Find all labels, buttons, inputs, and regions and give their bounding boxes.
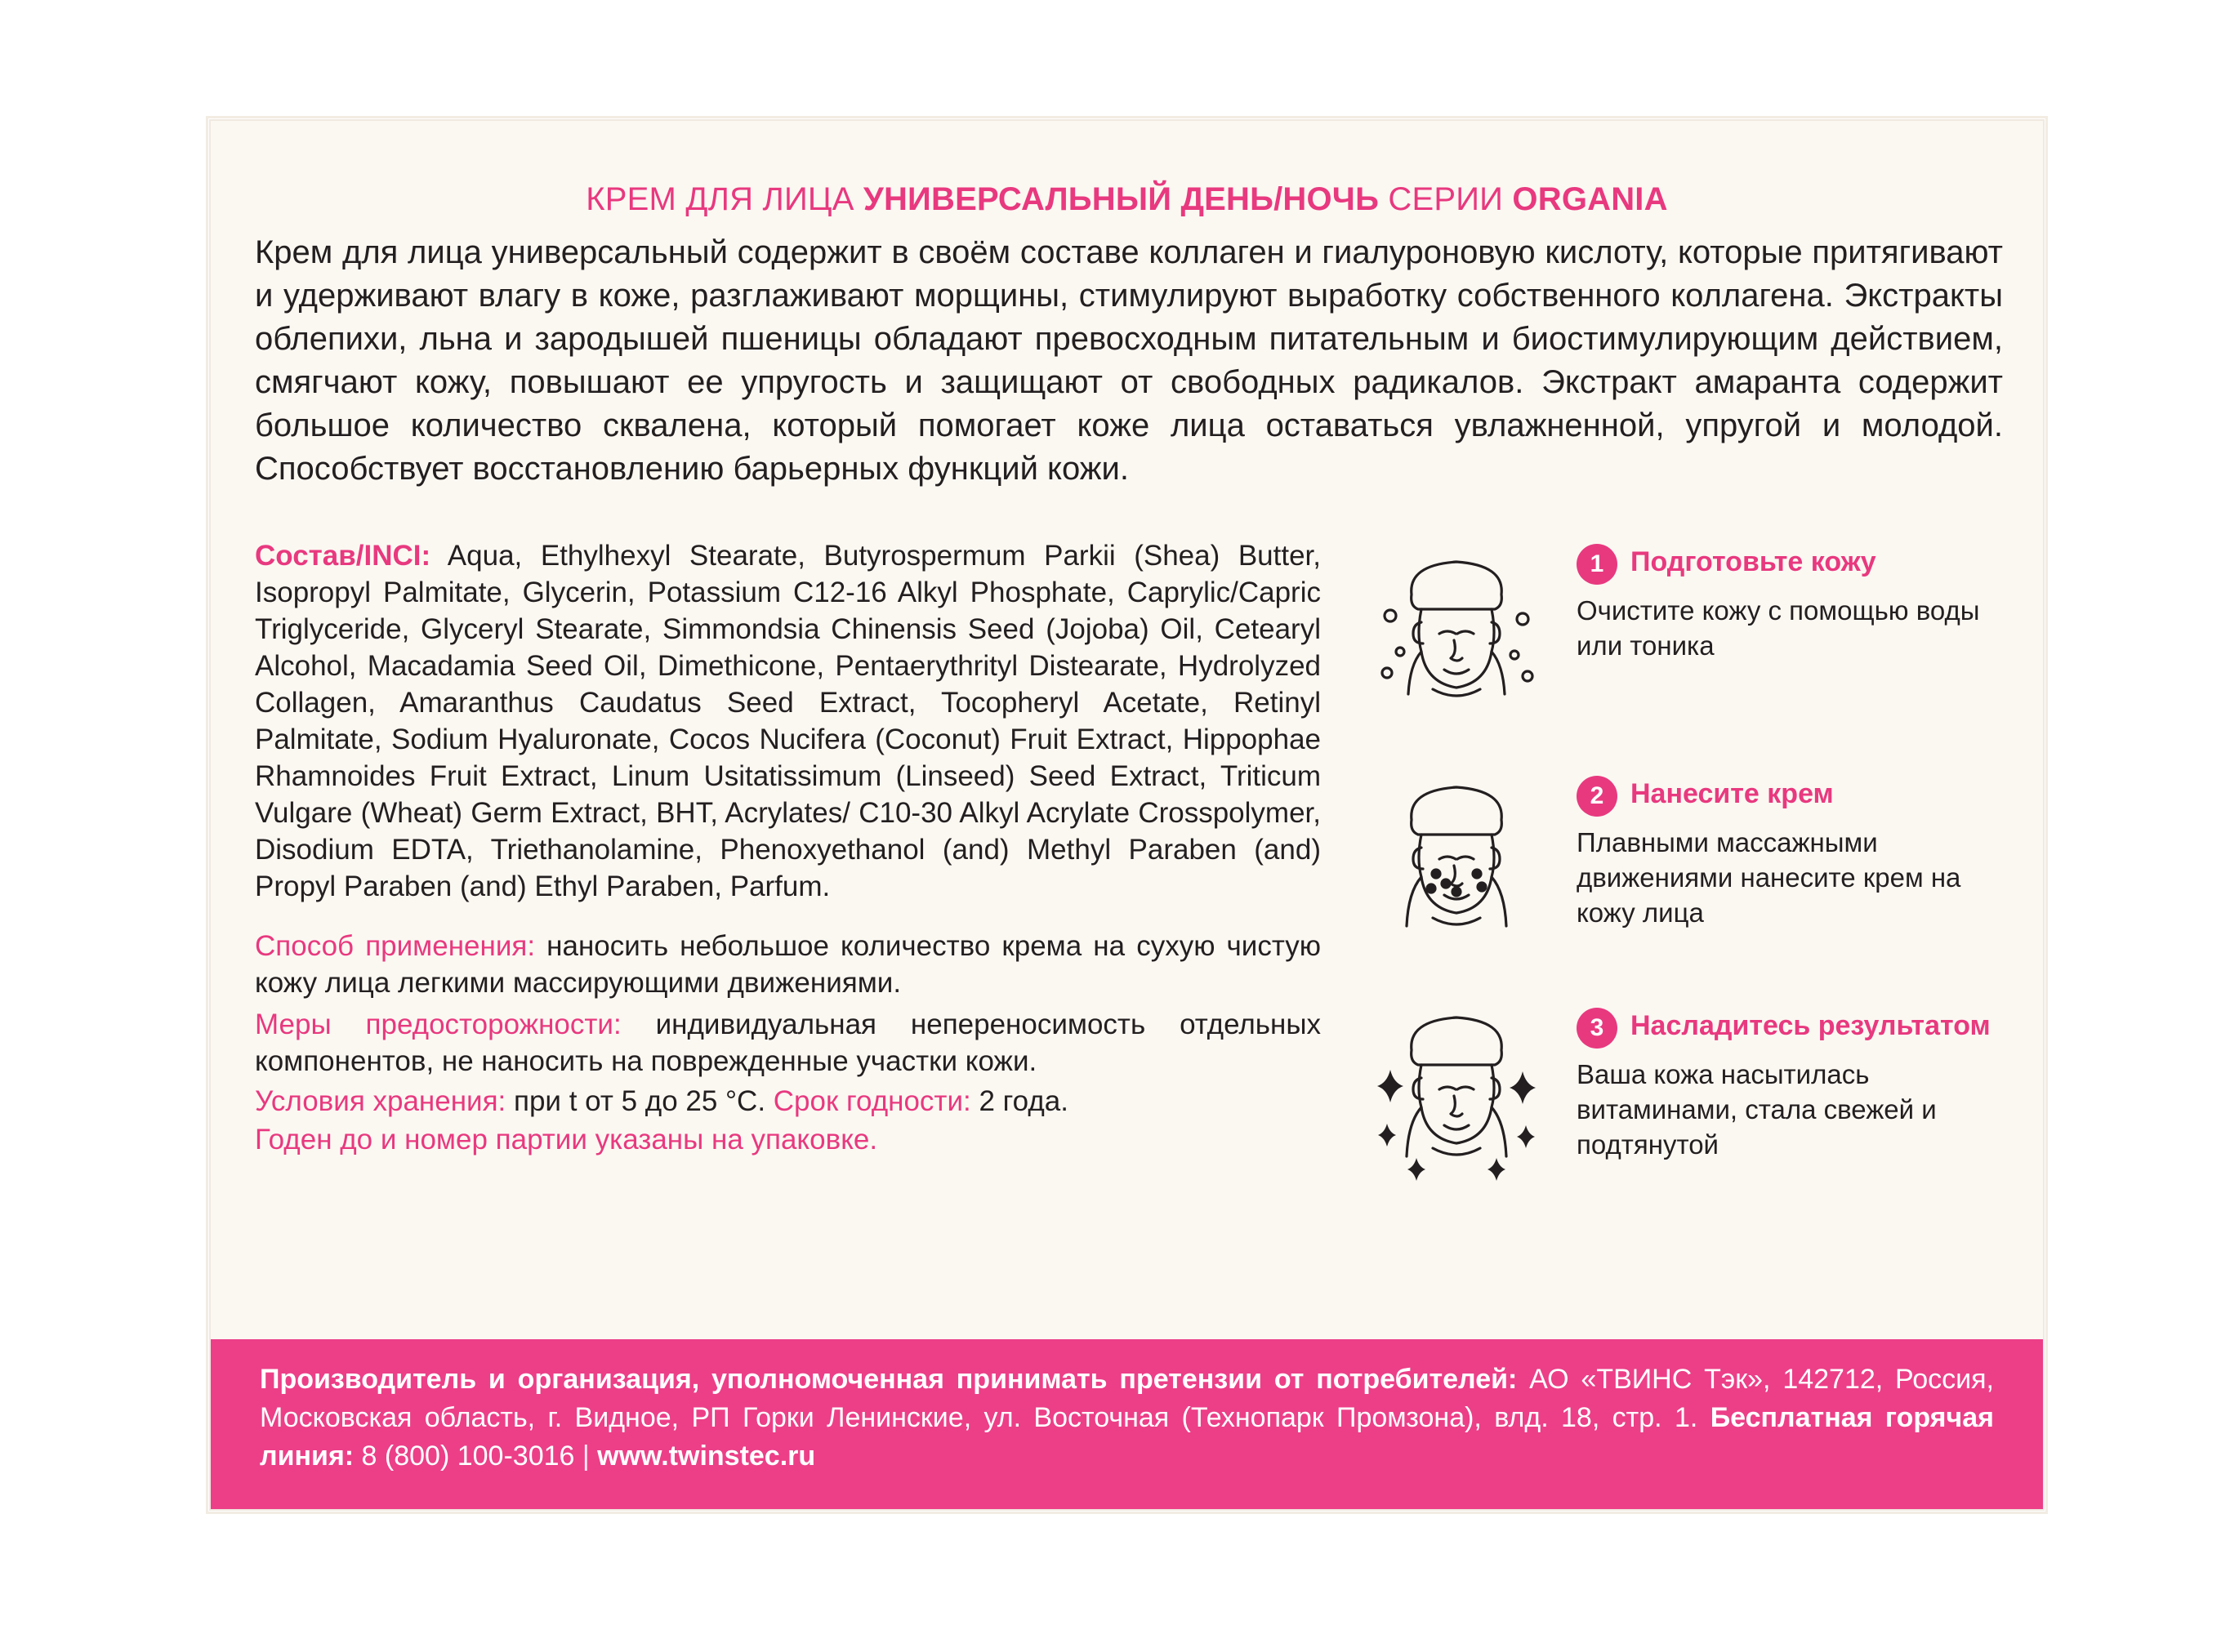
manufacturer-address: АО «ТВИНС Тэк», 142712, Россия, Московская область, г. Видное, РП Горки Ленинские, ул. Восточная (Технопарк Промзона), влд. 18, стр. 1. (260, 1364, 1995, 1433)
face-towel-droplets-icon (1354, 537, 1559, 725)
ingredients-block (255, 537, 1321, 905)
left-column (255, 537, 1321, 1158)
face-cream-dots-icon (1354, 769, 1559, 957)
hotline-number: 8 (800) 100-3016 (354, 1440, 582, 1472)
step-head (1577, 774, 2008, 817)
step-head (1577, 542, 2008, 585)
step-text: Плавными массажными движениями нанесите крем на кожу лица (1577, 827, 1961, 928)
ingredients-label: Состав/INCI: (255, 540, 431, 572)
warning-text: индивидуальная непереносимость отдельных компонентов, не наносить на поврежденные участки кожи. (255, 1009, 1322, 1077)
manufacturer-footer (211, 1339, 2043, 1509)
warning-block (255, 1006, 1321, 1080)
website-link[interactable]: www.twinstec.ru (597, 1440, 816, 1472)
usage-block (255, 928, 1321, 1001)
usage-steps (1354, 537, 2008, 1233)
title-part-2: СЕРИИ (1379, 181, 1513, 217)
step-item (1354, 1001, 2008, 1205)
page-title (211, 181, 2043, 218)
usage-text: наносить небольшое количество крема на сухую чистую кожу лица легкими массирующими движениями. (255, 930, 1321, 999)
usage-label: Способ применения: (255, 930, 536, 962)
step-title: Насладитесь результатом (1630, 1010, 1991, 1041)
product-description: Крем для лица универсальный содержит в своём составе коллаген и гиалуроновую кислоту, которые притягивают и удерживают влагу в коже, разглаживают морщины, стимулируют выработку собственного коллагена. Экстракты облепихи, льна и зародышей пшеницы обладают превосходным питательным и биостимулирующим действием, смягчают кожу, повышают ее упругость и защищают от свободных радикалов. Экстракт амаранта содержит большое количество сквалена, который помогает коже лица оставаться увлажненной, упругой и молодой. Способствует восстановлению барьерных функций кожи. (255, 234, 2003, 487)
footer-text (211, 1339, 2043, 1476)
warning-label: Меры предосторожности: (255, 1009, 622, 1040)
batch-note: Годен до и номер партии указаны на упаковке. (255, 1124, 878, 1156)
step-body (1577, 537, 2008, 663)
step-head (1577, 1006, 2008, 1049)
step-text: Ваша кожа насытилась витаминами, стала свежей и подтянутой (1577, 1059, 1937, 1160)
shelf-life-label: Срок годности: (773, 1085, 971, 1117)
hotline-label: Бесплатная горячая линия: (260, 1402, 1994, 1472)
step-number-badge: 3 (1577, 1008, 1617, 1049)
storage-block (255, 1083, 1321, 1120)
ingredients-text: Aqua, Ethylhexyl Stearate, Butyrospermum Parkii (Shea) Butter, Isopropyl Palmitate, Glycerin, Potassium C12-16 Alkyl Phosphate, Caprylic/Capric Triglyceride, Glyceryl Stearate, Simmondsia Chinensis Seed (Jojoba) Oil, Cetearyl Alcohol, Macadamia Seed Oil, Dimethicone, Pentaerythrityl Distearate, Hydrolyzed Collagen, Amaranthus Caudatus Seed Extract, Tocopheryl Acetate, Retinyl Palmitate, Sodium Hyaluronate, Cocos Nucifera (Coconut) Fruit Extract, Hippophae Rhamnoides Fruit Extract, Linum Usitatissimum (Linseed) Seed Extract, Triticum Vulgare (Wheat) Germ Extract, BHT, Acrylates/ C10-30 Alkyl Acrylate Crosspolymer, Disodium EDTA, Triethanolamine, Phenoxyethanol (and) Methyl Paraben (and) Propyl Paraben (and) Ethyl Paraben, Parfum. (255, 540, 1321, 902)
step-title: Нанесите крем (1630, 778, 1834, 809)
step-text: Очистите кожу с помощью воды или тоника (1577, 595, 1980, 661)
step-item (1354, 537, 2008, 741)
title-brand: ORGANIA (1512, 181, 1668, 217)
face-sparkles-icon (1354, 1001, 1559, 1189)
step-number-badge: 1 (1577, 544, 1617, 585)
step-title: Подготовьте кожу (1630, 546, 1876, 577)
storage-text: при t от 5 до 25 °C. (506, 1085, 774, 1117)
step-body (1577, 769, 2008, 930)
manufacturer-label: Производитель и организация, уполномоченная принимать претензии от потребителей: (260, 1364, 1518, 1395)
step-body (1577, 1001, 2008, 1162)
title-part-1: КРЕМ ДЛЯ ЛИЦА (586, 181, 863, 217)
package-back-panel (211, 121, 2043, 1509)
footer-separator: | (582, 1440, 598, 1472)
storage-label: Условия хранения: (255, 1085, 506, 1117)
title-product-name: УНИВЕРСАЛЬНЫЙ ДЕНЬ/НОЧЬ (863, 181, 1380, 217)
step-item (1354, 769, 2008, 973)
step-number-badge: 2 (1577, 776, 1617, 817)
shelf-life-text: 2 года. (970, 1085, 1068, 1117)
